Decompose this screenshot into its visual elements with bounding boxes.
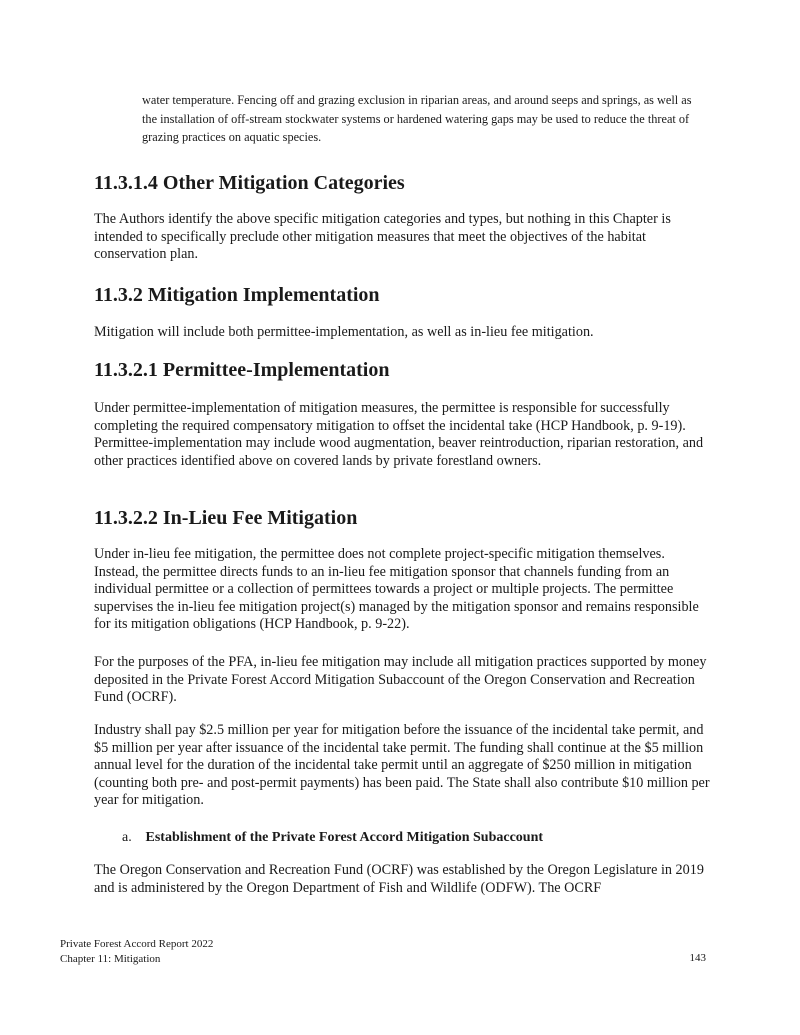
footer-report-title: Private Forest Accord Report 2022	[60, 938, 214, 950]
heading-permittee-implementation: 11.3.2.1 Permittee-Implementation	[94, 359, 390, 381]
footer-chapter: Chapter 11: Mitigation	[60, 952, 161, 965]
page-number: 143	[689, 952, 706, 964]
paragraph-in-lieu-fee-2: For the purposes of the PFA, in-lieu fee mitigation may include all mitigation practices supported by money deposited in the Private Forest Accord Mitigation Subaccount of the Oregon Conservation and Recreation Fund (OCRF).	[94, 654, 707, 706]
list-item-establishment-subaccount	[122, 829, 543, 847]
paragraph-in-lieu-fee-3: Industry shall pay $2.5 million per year for mitigation before the issuance of the incidental take permit, and $5 million per year after issuance of the incidental take permit. The funding shall continue at the $5 million annual level for the duration of the incidental take permit until an aggregate of $250 million in mitigation (counting both pre- and post-permit payments) has been paid. The State shall also contribute $10 million per year for mitigation.	[94, 722, 710, 809]
heading-in-lieu-fee-mitigation: 11.3.2.2 In-Lieu Fee Mitigation	[94, 507, 358, 529]
paragraph-in-lieu-fee-1: Under in-lieu fee mitigation, the permittee does not complete project-specific mitigation themselves. Instead, the permittee directs funds to an in-lieu fee mitigation sponsor that channels funding from an individual permittee or a collection of permittees towards a project or multiple projects. The permittee supervises the in-lieu fee mitigation project(s) managed by the mitigation sponsor and remains responsible for its mitigation obligations (HCP Handbook, p. 9-22).	[94, 546, 699, 633]
paragraph-other-mitigation: The Authors identify the above specific mitigation categories and types, but nothing in this Chapter is intended to specifically preclude other mitigation measures that meet the objectives of the habitat conservation plan.	[94, 211, 671, 263]
paragraph-permittee-implementation: Under permittee-implementation of mitigation measures, the permittee is responsible for successfully completing the required compensatory mitigation to offset the incidental take (HCP Handbook, p. 9-19). Permittee-implementation may include wood augmentation, beaver reintroduction, riparian restoration, and other practices identified above on covered lands by private forestland owners.	[94, 400, 704, 469]
heading-other-mitigation-categories: 11.3.1.4 Other Mitigation Categories	[94, 172, 405, 194]
paragraph-mitigation-implementation: Mitigation will include both permittee-implementation, as well as in-lieu fee mitigation.	[94, 324, 594, 340]
paragraph-in-lieu-fee-4: The Oregon Conservation and Recreation Fund (OCRF) was established by the Oregon Legislature in 2019 and is administered by the Oregon Department of Fish and Wildlife (ODFW). The OCRF	[94, 862, 704, 896]
list-marker: a.	[122, 830, 132, 845]
heading-mitigation-implementation: 11.3.2 Mitigation Implementation	[94, 284, 380, 306]
footer	[60, 937, 213, 966]
list-item-label: Establishment of the Private Forest Accord Mitigation Subaccount	[145, 830, 544, 845]
intro-paragraph: water temperature. Fencing off and grazing exclusion in riparian areas, and around seeps and springs, as well as the installation of off-stream stockwater systems or hardened watering gaps may be used to reduce the threat of grazing practices on aquatic species.	[142, 93, 692, 144]
